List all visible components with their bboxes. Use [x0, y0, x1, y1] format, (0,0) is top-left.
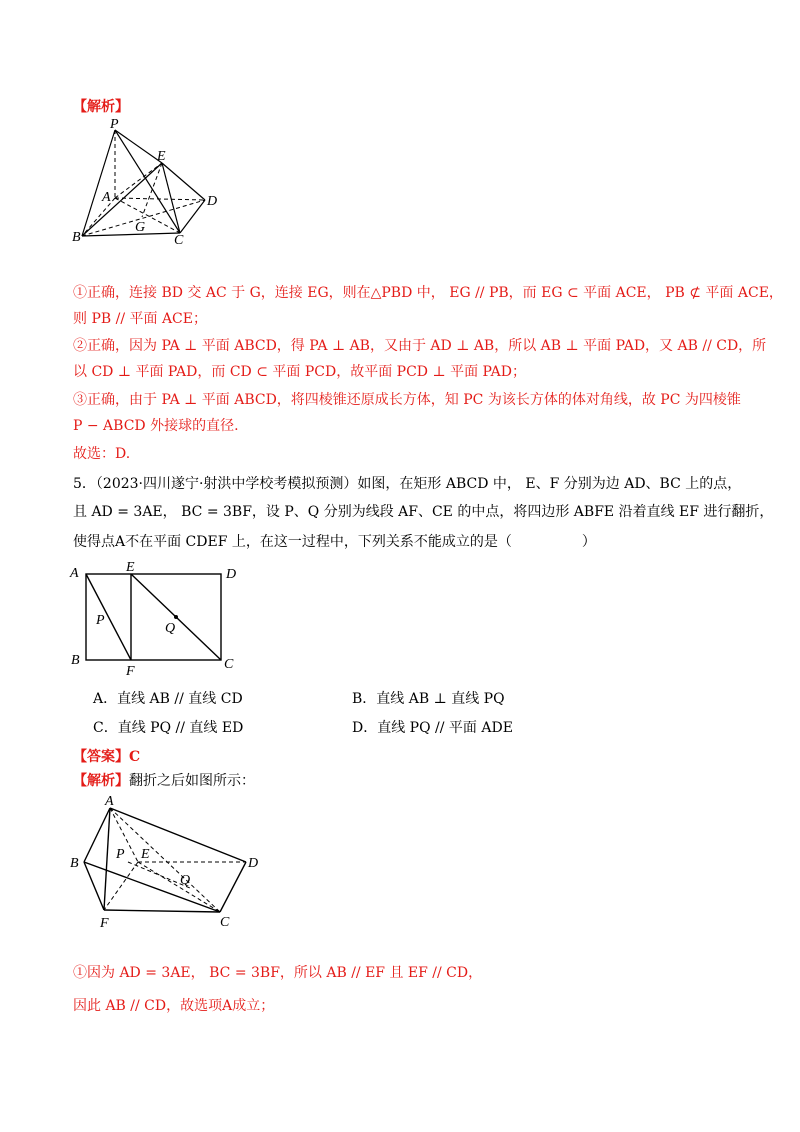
- label-Q: Q: [165, 621, 176, 636]
- label-A: A: [102, 190, 111, 205]
- label-A: A: [70, 566, 79, 581]
- analysis-tag-2: 【解析】: [73, 773, 129, 789]
- analysis-line-3: ②正确，因为 PA ⊥ 平面 ABCD，得 PA ⊥ AB，又由于 AD ⊥ AB，所以 AB ⊥ 平面 PAD，又 AB // CD，所: [73, 338, 767, 354]
- label-P: P: [116, 847, 125, 862]
- question-5-line-2: 且 AD = 3AE， BC = 3BF，设 P、Q 分别为线段 AF、CE 的中点，将四边形 ABFE 沿着直线 EF 进行翻折，: [73, 504, 774, 520]
- label-B: B: [72, 230, 81, 245]
- analysis-line-2: 则 PB // 平面 ACE；: [73, 311, 207, 327]
- label-E: E: [141, 847, 150, 862]
- label-P: P: [96, 613, 105, 628]
- label-C: C: [174, 233, 184, 248]
- analysis-intro: 翻折之后如图所示：: [129, 773, 255, 789]
- analysis-line-1: ①正确，连接 BD 交 AC 于 G，连接 EG，则在△PBD 中， EG // PB，而 EG ⊂ 平面 ACE， PB ⊄ 平面 ACE，: [73, 285, 783, 301]
- analysis-line-4: 以 CD ⊥ 平面 PAD，而 CD ⊂ 平面 PCD，故平面 PCD ⊥ 平面 PAD；: [73, 364, 526, 380]
- analysis-line-5: ③正确，由于 PA ⊥ 平面 ABCD，将四棱锥还原成长方体，知 PC 为该长方体的体对角线，故 PC 为四棱锥: [73, 392, 741, 408]
- label-D: D: [207, 194, 218, 209]
- question-5-line-1: 5．（2023·四川遂宁·射洪中学校考模拟预测）如图，在矩形 ABCD 中， E、F 分别为边 AD、BC 上的点，: [73, 476, 742, 492]
- rectangle-figure: [68, 562, 248, 680]
- analysis-line-6: P − ABCD 外接球的直径.: [73, 418, 239, 434]
- label-D: D: [248, 856, 259, 871]
- label-D: D: [226, 567, 237, 582]
- label-E: E: [126, 562, 135, 575]
- label-C: C: [224, 657, 234, 672]
- option-c[interactable]: C．直线 PQ // 直线 ED: [93, 720, 244, 736]
- label-Q: Q: [180, 873, 191, 888]
- label-B: B: [71, 653, 80, 668]
- option-d[interactable]: D．直线 PQ // 平面 ADE: [352, 720, 513, 736]
- option-b[interactable]: B．直线 AB ⊥ 直线 PQ: [352, 691, 505, 707]
- label-F: F: [100, 916, 109, 931]
- question-5-line-3: 使得点A不在平面 CDEF 上，在这一过程中，下列关系不能成立的是（ ）: [73, 534, 596, 550]
- label-A: A: [105, 794, 114, 809]
- label-G: G: [135, 220, 146, 235]
- label-B: B: [70, 856, 79, 871]
- label-P: P: [110, 118, 119, 132]
- analysis-tag-1: 【解析】: [73, 99, 129, 115]
- analysis2-line-1: ①因为 AD = 3AE， BC = 3BF，所以 AB // EF 且 EF // CD，: [73, 965, 483, 981]
- answer-tag: 【答案】C: [73, 749, 141, 765]
- label-E: E: [157, 149, 166, 164]
- analysis2-line-2: 因此 AB // CD，故选项A成立；: [73, 998, 275, 1014]
- analysis-heading-2: [73, 771, 255, 791]
- label-F: F: [126, 664, 135, 679]
- label-C: C: [220, 915, 230, 930]
- answer-choice-1: 故选：D.: [73, 446, 131, 462]
- option-a[interactable]: A．直线 AB // 直线 CD: [93, 691, 243, 707]
- pyramid-figure: [70, 118, 230, 248]
- folded-figure: [68, 792, 268, 932]
